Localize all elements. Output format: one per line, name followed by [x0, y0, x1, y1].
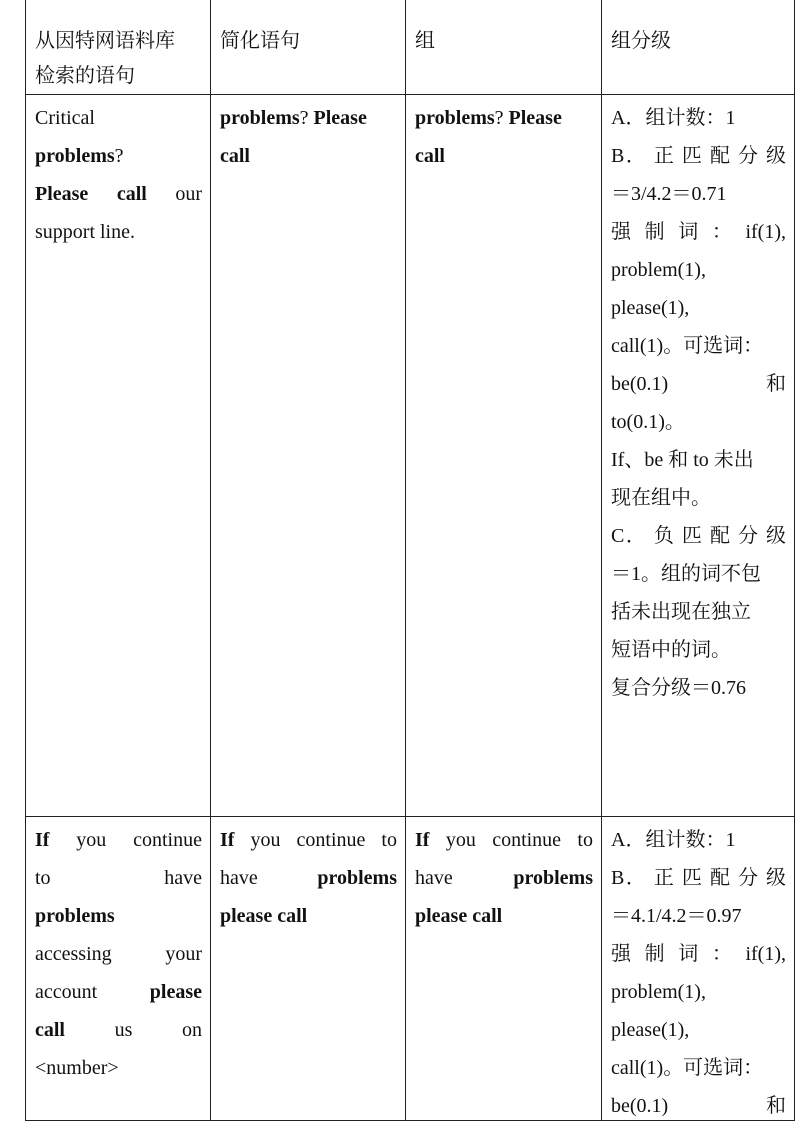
- bold-text: problems: [220, 107, 300, 129]
- text-line: [611, 1011, 786, 1049]
- text: ?: [115, 145, 124, 167]
- text: please(1),: [611, 1019, 689, 1041]
- bold-text: If: [415, 829, 429, 851]
- text-line: [35, 821, 202, 859]
- text-line: [220, 859, 397, 897]
- text-line: [220, 137, 397, 175]
- text-line: [611, 973, 786, 1011]
- text-line: [611, 1087, 786, 1125]
- text: 现在组中。: [611, 487, 711, 509]
- bold-text: please call: [415, 905, 502, 927]
- header-group: 组: [406, 0, 602, 94]
- text: 括未出现在独立: [611, 601, 751, 623]
- text: please(1),: [611, 297, 689, 319]
- text-line: [611, 251, 786, 289]
- bold-text: Please: [314, 107, 367, 129]
- text: A．组计数：1: [611, 829, 735, 851]
- text: call(1)。可选词：: [611, 335, 763, 357]
- text-line: [611, 517, 786, 555]
- text: C． 负 匹 配 分 级: [611, 525, 786, 547]
- text-line: [220, 99, 397, 137]
- text-line: [611, 479, 786, 517]
- text: B． 正 匹 配 分 级: [611, 145, 786, 167]
- text: [88, 183, 117, 205]
- text: <number>: [35, 1057, 119, 1079]
- text: be(0.1) 和: [611, 1095, 786, 1117]
- retrieved-sentence-cell: [26, 95, 211, 816]
- bold-text: Please: [35, 183, 88, 205]
- text-line: [220, 821, 397, 859]
- text: 强 制 词 ： if(1),: [611, 943, 786, 965]
- text-line: [611, 213, 786, 251]
- text-line: [35, 935, 202, 973]
- text: our: [147, 183, 202, 205]
- text-line: [611, 897, 786, 935]
- text: account: [35, 981, 150, 1003]
- text: accessing your: [35, 943, 202, 965]
- text-line: [611, 1049, 786, 1087]
- text-line: [35, 973, 202, 1011]
- text: us on: [65, 1019, 202, 1041]
- text: A．组计数：1: [611, 107, 735, 129]
- text-line: [611, 441, 786, 479]
- text: call(1)。可选词：: [611, 1057, 763, 1079]
- text: ＝4.1/4.2＝0.97: [611, 905, 742, 927]
- bold-text: call: [220, 145, 250, 167]
- text-line: [611, 175, 786, 213]
- bold-text: Please: [509, 107, 562, 129]
- text: 强 制 词 ： if(1),: [611, 221, 786, 243]
- text-line: [415, 859, 593, 897]
- text-line: [611, 403, 786, 441]
- simplified-sentence-cell: [211, 95, 406, 816]
- bold-text: If: [220, 829, 234, 851]
- table-row: [26, 94, 794, 816]
- text: B． 正 匹 配 分 级: [611, 867, 786, 889]
- bold-text: problems: [317, 867, 397, 889]
- text-line: [35, 1049, 202, 1087]
- header-simplified-sentence: 简化语句: [211, 0, 406, 94]
- bold-text: call: [35, 1019, 65, 1041]
- text: ＝3/4.2＝0.71: [611, 183, 727, 205]
- bold-text: call: [117, 183, 147, 205]
- simplified-sentence-cell: [211, 817, 406, 1120]
- text-line: [611, 593, 786, 631]
- text-line: [611, 327, 786, 365]
- text-line: [611, 555, 786, 593]
- text: you continue: [49, 829, 202, 851]
- text-line: [415, 897, 593, 935]
- text-line: [220, 897, 397, 935]
- group-score-cell: [602, 817, 794, 1120]
- text: have: [220, 867, 317, 889]
- bold-text: problems: [415, 107, 495, 129]
- grouping-table: [25, 0, 795, 1121]
- text-line: [35, 213, 202, 251]
- text-line: [35, 175, 202, 213]
- text: you continue to: [429, 829, 593, 851]
- text-line: [35, 897, 202, 935]
- text: to have: [35, 867, 202, 889]
- text: ?: [300, 107, 314, 129]
- text: 复合分级＝0.76: [611, 677, 746, 699]
- text: support line.: [35, 221, 135, 243]
- text: be(0.1) 和: [611, 373, 786, 395]
- text-line: [611, 821, 786, 859]
- text: 短语中的词。: [611, 639, 731, 661]
- text-line: [611, 365, 786, 403]
- text-line: [611, 289, 786, 327]
- bold-text: please call: [220, 905, 307, 927]
- text-line: [415, 821, 593, 859]
- text-line: [611, 99, 786, 137]
- bold-text: If: [35, 829, 49, 851]
- text-line: [35, 1011, 202, 1049]
- bold-text: call: [415, 145, 445, 167]
- text: problem(1),: [611, 259, 706, 281]
- text-line: [35, 137, 202, 175]
- bold-text: please: [150, 981, 202, 1003]
- group-cell: [406, 817, 602, 1120]
- table-header-row: [26, 0, 794, 94]
- text: ＝1。组的词不包: [611, 563, 761, 585]
- text: to(0.1)。: [611, 411, 685, 433]
- text-line: [415, 137, 593, 175]
- text-line: [611, 859, 786, 897]
- table-row: [26, 816, 794, 1120]
- text-line: [415, 99, 593, 137]
- text-line: [611, 137, 786, 175]
- text: problem(1),: [611, 981, 706, 1003]
- bold-text: problems: [35, 905, 115, 927]
- text: Critical: [35, 107, 95, 129]
- text-line: [35, 99, 202, 137]
- text: ?: [495, 107, 509, 129]
- text: you continue to: [234, 829, 397, 851]
- text: have: [415, 867, 513, 889]
- text-line: [611, 935, 786, 973]
- text-line: [611, 631, 786, 669]
- text-line: [611, 669, 786, 707]
- group-score-cell: [602, 95, 794, 816]
- retrieved-sentence-cell: [26, 817, 211, 1120]
- header-group-score: 组分级: [602, 0, 794, 94]
- text: If、be 和 to 未出: [611, 449, 754, 471]
- group-cell: [406, 95, 602, 816]
- bold-text: problems: [35, 145, 115, 167]
- header-retrieved-sentence: 从因特网语料库 检索的语句: [26, 0, 211, 94]
- bold-text: problems: [513, 867, 593, 889]
- text-line: [35, 859, 202, 897]
